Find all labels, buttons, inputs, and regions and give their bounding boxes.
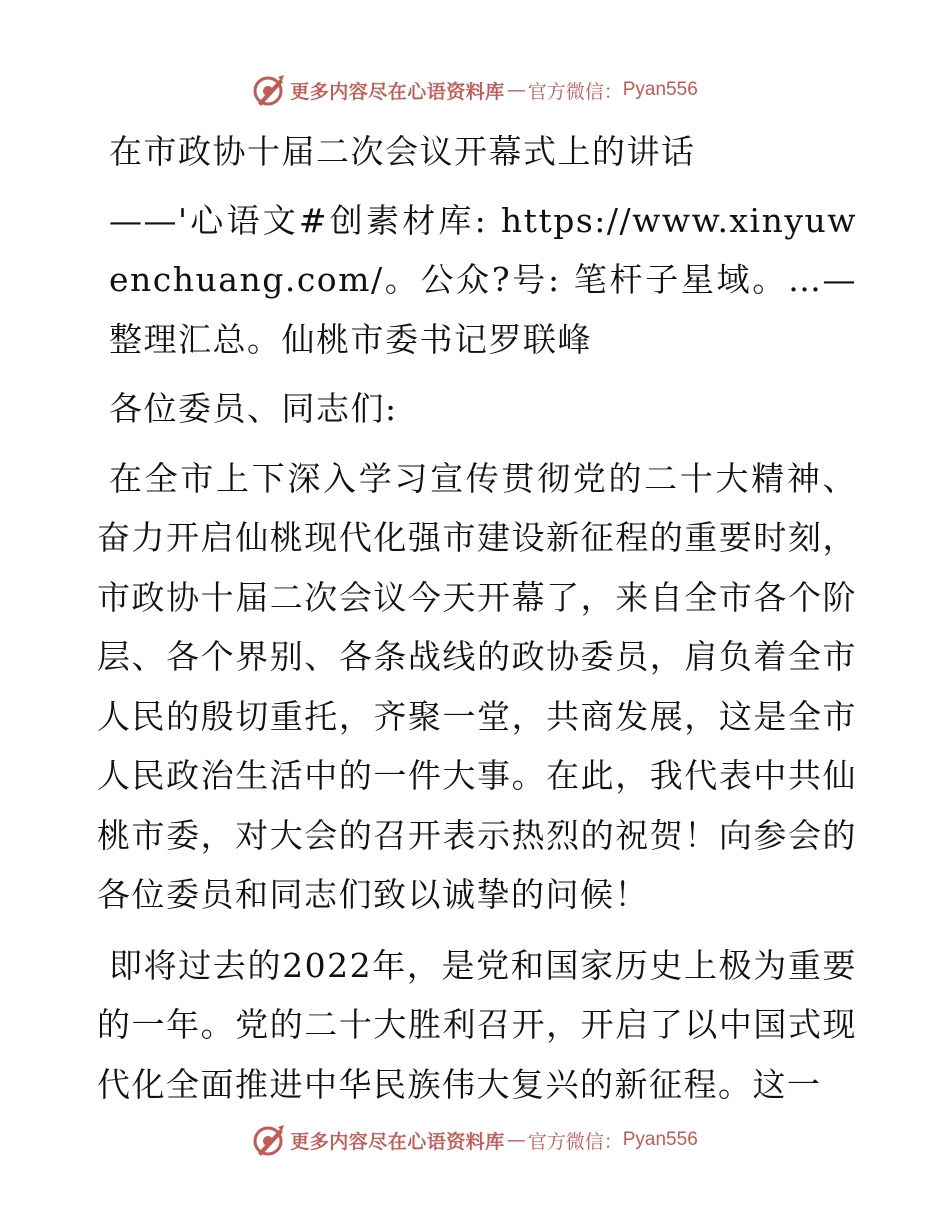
banner-dash: — bbox=[506, 1129, 526, 1151]
header-watermark-banner bbox=[0, 70, 950, 110]
document-salutation: 各位委员、同志们: bbox=[109, 389, 398, 428]
banner-wechat-id: Pyan556 bbox=[622, 1129, 698, 1150]
banner-dash: — bbox=[506, 79, 526, 101]
banner-wechat-label: 官方微信： bbox=[527, 1130, 623, 1153]
document-paragraph: 在全市上下深入学习宣传贯彻党的二十大精神、奋力开启仙桃现代化强市建设新征程的重要时刻，市政协十届二次会议今天开幕了，来自全市各个阶层、各个界别、各条战线的政协委员，肩负着全市人民的殷切重托，齐聚一堂，共商发展，这是全市人民政治生活中的一件大事。在此，我代表中共仙桃市委，对大会的召开表示热烈的祝贺！向参会的各位委员和同志们致以诚挚的问候！ bbox=[97, 458, 857, 914]
banner-slogan: 更多内容尽在心语资料库 bbox=[290, 1130, 505, 1153]
footer-watermark-banner bbox=[0, 1120, 950, 1160]
banner-wechat-id: Pyan556 bbox=[622, 79, 698, 100]
banner-wechat-label: 官方微信： bbox=[527, 80, 623, 103]
banner-slogan: 更多内容尽在心语资料库 bbox=[290, 80, 505, 103]
document-title: 在市政协十届二次会议开幕式上的讲话 bbox=[109, 132, 696, 171]
document-source-line: ——'心语文#创素材库: https://www.xinyuwenchuang.com/。公众?号: 笔杆子星域。…—整理汇总。仙桃市委书记罗联峰 bbox=[109, 200, 857, 359]
document-paragraph: 即将过去的2022年，是党和国家历史上极为重要的一年。党的二十大胜利召开，开启了以中国式现代化全面推进中华民族伟大复兴的新征程。这一 bbox=[97, 945, 857, 1104]
pen-logo-icon bbox=[252, 1123, 286, 1157]
pen-logo-icon bbox=[252, 73, 286, 107]
document-body bbox=[97, 122, 857, 1125]
